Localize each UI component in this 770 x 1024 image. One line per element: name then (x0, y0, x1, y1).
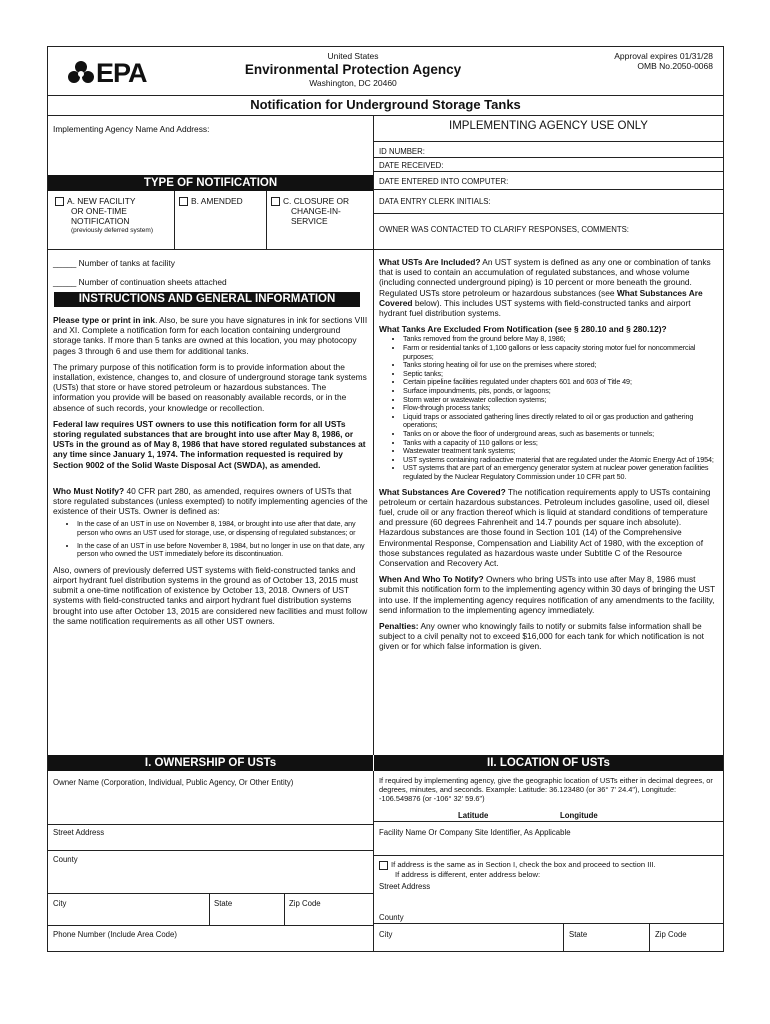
option-a-label: A. NEW FACILITY (67, 196, 136, 206)
location-county-field[interactable]: County (379, 913, 404, 922)
substances-covered-bold: What Substances Are Covered? (379, 486, 506, 497)
option-a-note: (previously deferred system) (71, 226, 153, 234)
ust-included-bold2: What Substances Are Covered (379, 287, 703, 308)
option-c[interactable] (271, 196, 349, 227)
instructions-p1-bold: Please type or print in ink (53, 315, 155, 325)
excluded-item: • Surface impoundments, pits, ponds, or lagoons; (403, 387, 719, 396)
ust-included-rest: An UST system is defined as any one or combination of tanks that is used to contain an accumulation of regulated substances, and whose volume (including connected underground piping) is 10 percent or more beneath the ground. Regulated USTs store petroleum or hazardous substances (see (379, 257, 711, 298)
substances-covered-rest: The notification requirements apply to USTs containing petroleum or certain hazardous substances. Petroleum includes gasoline, used oil, diesel fuel, crude oil or any fraction thereof which is liquid at standard conditions of temperature and pressure (60 degrees Fahrenheit and 14.7 pounds per square inch absolute). Hazardous substances are those found in Section 101 (14) of the Comprehensive Environmental Response, Compensation and Liability Act of 1980, with the exception of those substances regulated as hazardous waste under Subtitle C of the Resource Conservation and Recovery Act. (379, 486, 711, 568)
omb-number: OMB No.2050-0068 (637, 61, 713, 71)
same-address-label: If address is the same as in Section I, check the box and proceed to section III. (391, 860, 656, 869)
owner-name-field[interactable]: Owner Name (Corporation, Individual, Public Agency, Or Other Entity) (53, 778, 294, 787)
location-city-field[interactable]: City (379, 930, 393, 939)
instructions-p1 (53, 315, 369, 356)
excluded-item: • UST systems that are part of an emergency generator system at nuclear power generation facilities regulated by the Nuclear Regulatory Commission under 10 CFR part 50. (403, 464, 719, 481)
penalties (379, 621, 719, 652)
epa-flower-icon (66, 59, 96, 89)
option-a-label-2: OR ONE-TIME (71, 206, 127, 217)
owner-definition-item: • In the case of an UST in use before November 8, 1984, but no longer in use on that date, any person who owned the UST immediately before its discontinuation. (77, 542, 369, 559)
type-of-notification-title: TYPE OF NOTIFICATION (143, 177, 278, 189)
instructions-p2: The primary purpose of this notification form is to provide information about the installation, existence, changes to, and closure of underground storage tank systems (USTs) that store or have stored petroleum or hazardous substances. The information you provide will be based on reasonably available records, or in the absence of such records, your knowledge or recollection. (53, 361, 367, 413)
owner-state-field[interactable]: State (214, 899, 233, 908)
id-number-field[interactable]: ID NUMBER: (379, 147, 425, 156)
option-c-label-2: CHANGE-IN- (291, 206, 341, 217)
agency-location: Washington, DC 20460 (309, 78, 397, 88)
owner-city-field[interactable]: City (53, 899, 67, 908)
different-address-label: If address is different, enter address below: (395, 869, 541, 879)
excluded-item: • Tanks on or above the floor of underground areas, such as basements or tunnels; (403, 430, 719, 439)
option-b-checkbox[interactable] (179, 197, 188, 206)
option-a-checkbox[interactable] (55, 197, 64, 206)
ust-included (379, 257, 719, 318)
option-a-label-3: NOTIFICATION (71, 216, 130, 227)
excluded-item: • Liquid traps or associated gathering lines directly related to oil or gas production and gathering operations; (403, 413, 719, 430)
section1-title: I. OWNERSHIP OF USTs (144, 757, 277, 769)
when-to-notify-bold: When And Who To Notify? (379, 574, 484, 585)
approval-expires: Approval expires 01/31/28 (614, 51, 713, 61)
ust-included-bold: What USTs Are Included? (379, 257, 481, 267)
excluded-item: • Certain pipeline facilities regulated under chapters 601 and 603 of Title 49; (403, 378, 719, 387)
agency-name: Environmental Protection Agency (244, 62, 462, 77)
when-to-notify-rest: Owners who bring USTs into use after May 8, 1986 must submit this notification form to the implementing agency within 30 days of bringing the UST into use. If the implementing agency requires notification of any amendments to the facility, send information to the implementing agency immediately. (379, 574, 715, 615)
owner-phone-field[interactable]: Phone Number (Include Area Code) (53, 930, 177, 939)
excluded-item: • Storm water or wastewater collection systems; (403, 396, 719, 405)
type-of-notification-bar (48, 175, 373, 191)
penalties-bold: Penalties: (379, 620, 419, 631)
country-label: United States (327, 51, 379, 61)
option-c-label: C. CLOSURE OR (283, 196, 350, 206)
location-state-field[interactable]: State (569, 930, 588, 939)
owner-definition-list (53, 520, 369, 558)
excluded-item: • Farm or residential tanks of 1,100 gallons or less capacity storing motor fuel for noncommercial purposes; (403, 344, 719, 361)
right-info-body (379, 257, 719, 652)
agency-use-title: IMPLEMENTING AGENCY USE ONLY (449, 120, 648, 132)
location-street-field[interactable]: Street Address (379, 882, 431, 891)
implementing-agency-label: Implementing Agency Name And Address: (53, 124, 210, 134)
instructions-p3: Federal law requires UST owners to use this notification form for all USTs storing regulated substances that are brought into use after May 8, 1986, or USTs in the ground as of May 8, 1986 that have stored regulated substances at any time since January 1, 1974. The information requested is required by Section 9002 of the Solid Waste Disposal Act (SWDA), as amended. (53, 418, 366, 470)
agency-header (208, 51, 498, 88)
owner-street-field[interactable]: Street Address (53, 828, 105, 837)
excluded-item: • Septic tanks; (403, 370, 719, 379)
same-address-option[interactable] (379, 860, 719, 879)
instructions-p4 (53, 486, 369, 517)
section2-bar (374, 755, 723, 771)
option-c-checkbox[interactable] (271, 197, 280, 206)
owner-definition-item: • In the case of an UST in use on November 8, 1984, or brought into use after that date, any person who owns an UST used for storage, use, or dispensing of regulated substances; or (77, 520, 369, 537)
clerk-initials-field[interactable]: DATA ENTRY CLERK INITIALS: (379, 197, 491, 206)
notification-form (47, 46, 724, 952)
form-title: Notification for Underground Storage Tanks (250, 97, 521, 112)
option-a[interactable] (55, 196, 173, 235)
instructions-title: INSTRUCTIONS AND GENERAL INFORMATION (78, 293, 336, 305)
latitude-field[interactable]: Latitude (458, 811, 489, 820)
location-zip-field[interactable]: Zip Code (655, 930, 687, 939)
epa-logo-text: EPA (96, 58, 147, 88)
instructions-p5: Also, owners of previously deferred UST systems with field-constructed tanks and airport hydrant fuel distribution systems in the ground as of October 13, 2015 must submit a one-time notification of existence by October 13, 2018. Owners of UST systems with field-constructed tanks and airport hydrant fuel distribution systems brought into use after October 13, 2015 are considered new facilities and must follow the same notification requirements as all other UST owners. (53, 564, 368, 626)
ust-included-rest2: below). This includes UST systems with field-constructed tanks and airport hydrant fuel distribution systems. (379, 297, 691, 319)
option-b[interactable] (179, 196, 243, 206)
owner-contacted-field[interactable]: OWNER WAS CONTACTED TO CLARIFY RESPONSES, COMMENTS: (379, 225, 629, 234)
option-c-label-3: SERVICE (291, 216, 328, 227)
instructions-p1-rest: . Also, be sure you have signatures in ink for sections VIII and XI. Complete a notification form for each location containing underground storage tanks. If more than 5 tanks are owned at this location, you may photocopy pages 3 through 6 and use them for additional tanks. (53, 315, 368, 356)
excluded-item: • UST systems containing radioactive material that are regulated under the Atomic Energy Act of 1954; (403, 456, 719, 465)
option-b-label: B. AMENDED (191, 196, 243, 206)
instructions-p4-bold: Who Must Notify? (53, 485, 125, 496)
owner-zip-field[interactable]: Zip Code (289, 899, 321, 908)
instructions-p4-rest: 40 CFR part 280, as amended, requires owners of USTs that store regulated substances (unless exempted) to notify implementing agencies of the existence of their USTs. Owner is defined as: (53, 485, 368, 517)
epa-logo (66, 57, 156, 89)
tanks-count-field[interactable]: _____ Number of tanks at facility (53, 258, 175, 268)
sheets-count-field[interactable]: _____ Number of continuation sheets attached (53, 277, 227, 287)
facility-name-field[interactable]: Facility Name Or Company Site Identifier, As Applicable (379, 828, 571, 837)
date-entered-field[interactable]: DATE ENTERED INTO COMPUTER: (379, 177, 509, 186)
section1-bar (48, 755, 373, 771)
owner-county-field[interactable]: County (53, 855, 78, 864)
when-to-notify (379, 574, 719, 615)
longitude-field[interactable]: Longitude (560, 811, 598, 820)
section2-title: II. LOCATION OF USTs (487, 757, 610, 769)
approval-info (614, 51, 713, 71)
implementing-agency-field[interactable] (48, 135, 373, 175)
geo-location-text: If required by implementing agency, give the geographic location of USTs either in decimal degrees, or degrees, minutes, and seconds. Example: Latitude: 36.123480 (or 36° 7' 24.4"), Longitude: -106.549876 (or -106° 32' 59.6") (379, 776, 713, 803)
substances-covered (379, 487, 719, 569)
excluded-item: • Tanks removed from the ground before May 8, 1986; (403, 335, 719, 344)
date-received-field[interactable]: DATE RECEIVED: (379, 161, 444, 170)
excluded-item: • Tanks storing heating oil for use on the premises where stored; (403, 361, 719, 370)
excluded-item: • Wastewater treatment tank systems; (403, 447, 719, 456)
excluded-title: What Tanks Are Excluded From Notification (see § 280.10 and § 280.12)? (379, 324, 667, 335)
same-address-checkbox[interactable] (379, 861, 388, 870)
penalties-rest: Any owner who knowingly fails to notify or submits false information shall be subject to a civil penalty not to exceed $16,000 for each tank for which notification is not given or for which false information is given. (379, 620, 704, 652)
excluded-item: • Flow-through process tanks; (403, 404, 719, 413)
excluded-list (379, 335, 719, 481)
excluded-item: • Tanks with a capacity of 110 gallons or less; (403, 439, 719, 448)
instructions-body (53, 315, 369, 626)
instructions-bar (54, 292, 360, 307)
